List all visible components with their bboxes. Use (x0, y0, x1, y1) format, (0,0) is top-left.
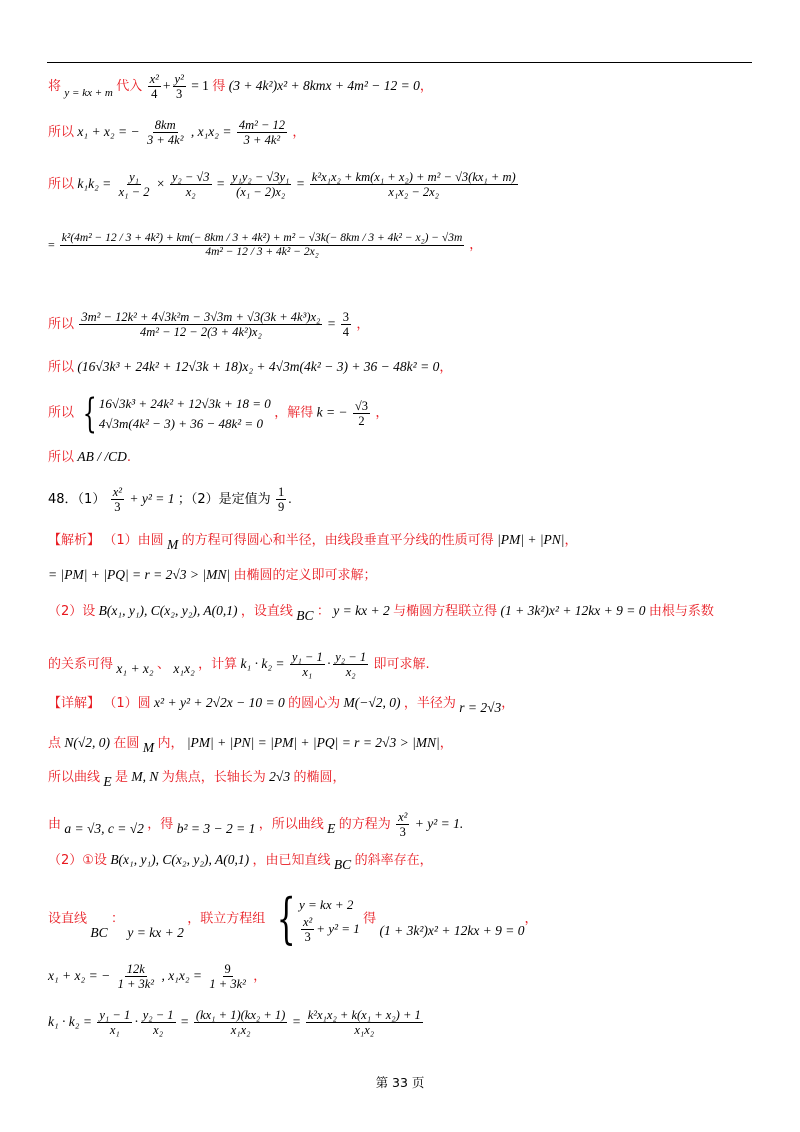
fraction: $\frac{\text{3m² − 12k² + 4√3k²m − 3√3m + √3(3k + 4k³)x₂}}{\text{4m² − 12 − 2(3 + 4k²)x₂}}$ (81, 310, 321, 340)
text: 所以 (48, 316, 75, 332)
text: 所以 (48, 176, 75, 192)
text: 所以 (48, 405, 75, 421)
text: ， (375, 405, 389, 421)
fraction: $\frac{\text{(kx₁ + 1)(kx₂ + 1)}}{\text{x₁x₂}}$ (195, 1008, 286, 1038)
fraction: $\frac{\text{x²}}{3}$ (398, 810, 408, 840)
text: （2）设 (48, 604, 96, 619)
line-system (48, 390, 389, 437)
equation: × (156, 175, 165, 191)
text: . (126, 450, 132, 465)
text: ， (419, 78, 433, 94)
detail-line-4: 由 a = √3, c = √2 ，得 b² = 3 − 2 = 1 ，所以曲线 E 的方程为 $\frac{\text{x²}}{3}$ + y² = 1. (48, 810, 464, 840)
line-identity (48, 360, 452, 374)
text: 的关系可得 (48, 656, 114, 672)
text: 由椭圆的定义即可求解； (233, 568, 377, 583)
fraction: $\frac{\text{y₁ − 1}}{\text{x₁}}$ (291, 650, 323, 680)
line-substitution: 将 $_{y = kx + m}$ 代入 $\frac{\text{x²}}{4}$ + $\frac{\text{y²}}{3}$ = 1 得 (3 + 4k²)x² + 8kmx + 4m² − 12 = 0， (48, 72, 433, 102)
fraction: $\frac{\text{y₂ − √3}}{\text{x₂}}$ (171, 170, 210, 200)
equation: y = kx + m (64, 86, 113, 99)
analysis-line-4: 的关系可得 x₁ + x₂ 、 x₁x₂ ，计算 k₁ · k₂ = $\frac{\text{y₁ − 1}}{\text{x₁}}$ · $\frac{\text{y₂ − 1}}{\text{x₂}}$ 即可求解. (48, 650, 430, 680)
header-rule (47, 62, 752, 63)
text: （1）由圆 (103, 533, 164, 548)
equation: k₁k₂ = (77, 175, 112, 191)
analysis-tag: 【解析】 (48, 533, 101, 548)
fraction: $\frac{\text{y₂ − 1}}{\text{x₂}}$ (335, 650, 367, 680)
fraction: $\frac{\text{y₁}}{\text{x₁ − 2}}$ (118, 170, 150, 200)
text: 所以 (48, 450, 75, 465)
detail-line-2: 点 N(√2, 0) 在圆 M 内， |PM| + |PN| = |PM| + |PQ| = r = 2√3 > |MN|， (48, 735, 453, 755)
equation: B(x₁, y₁), C(x₂, y₂), A(0,1) (98, 603, 238, 618)
equation-system: y = kx + 2 $\frac{\text{x²}}{3}$ + y² = 1 (299, 897, 360, 944)
page-footer: 第 33 页 (375, 1075, 425, 1090)
equation: = |PM| + |PQ| = r = 2√3 > |MN| (48, 567, 231, 582)
equation: |PM| + |PN| = |PM| + |PQ| = r = 2√3 > |MN| (186, 735, 440, 750)
left-brace-icon: { (276, 887, 296, 951)
line-substituted-expression (48, 232, 482, 259)
equation: , x₁x₂ = (190, 123, 232, 139)
line-ratio: 所以 $\frac{\text{3m² − 12k² + 4√3k²m − 3√3m + √3(3k + 4k³)x₂}}{\text{4m² − 12 − 2(3 + 4k²)x₂}}$ = $\frac{3}{4}$ ， (48, 310, 370, 340)
fraction: $\frac{3}{4}$ (342, 310, 350, 340)
fraction: $\frac{\text{k²x₁x₂ + k(x₁ + x₂) + 1}}{\text{x₁x₂}}$ (307, 1008, 421, 1038)
equation: (1 + 3k²)x² + 12kx + 9 = 0 (500, 603, 646, 618)
text: 所以 (48, 360, 75, 375)
analysis-line-3: （2）设 B(x₁, y₁), C(x₂, y₂), A(0,1) ，设直线 BC ： y = kx + 2 与椭圆方程联立得 (1 + 3k²)x² + 12kx + 9 = 0 由根与系数 (48, 603, 714, 623)
fraction: $\frac{9}{\text{1 + 3k²}}$ (209, 962, 246, 992)
equation: B(x₁, y₁), C(x₂, y₂), A(0,1) (110, 852, 250, 867)
fraction: $\frac{12k}{\text{1 + 3k²}}$ (117, 962, 155, 992)
text: 代入 (116, 78, 143, 94)
detail-line-1: 【详解】 （1）圆 x² + y² + 2√2x − 10 = 0 的圆心为 M(−√2, 0) ，半径为 r = 2√3， (48, 695, 515, 715)
problem-48-answer: 48．（1） $\frac{\text{x²}}{3}$ + y² = 1 ；（2）是定值为 $\frac{1}{9}$ . (48, 485, 292, 515)
equation: k₁ · k₂ = (48, 1013, 92, 1029)
text: 所以 (48, 124, 75, 140)
equation: x₁ + x₂ = − (48, 967, 111, 983)
detail-line-3: 所以曲线 E 是 M, N 为焦点，长轴长为 2√3 的椭圆， (48, 769, 346, 789)
problem-number: 48．（1） (48, 491, 106, 507)
equation: AB / /CD (77, 449, 127, 464)
detail-line-5: （2）①设 B(x₁, y₁), C(x₂, y₂), A(0,1) ，由已知直线 BC 的斜率存在， (48, 852, 433, 872)
equation: + y² = 1. (414, 815, 464, 831)
fraction: $\frac{\text{y₁y₂ − √3y₁}}{\text{(x₁ − 2)x₂}}$ (231, 170, 290, 200)
fraction: $\frac{√3}{2}$ (354, 398, 369, 428)
detail-tag: 【详解】 (48, 696, 101, 711)
text: ， (439, 360, 453, 375)
equation-system: 16√3k³ + 24k² + 12√3k + 18 = 0 4√3m(4k² − 3) + 36 − 48k² = 0 (98, 396, 271, 431)
fraction: $\frac{\text{4m² − 12}}{\text{3 + 4k²}}$ (238, 118, 286, 148)
fraction: $\frac{\text{y₁ − 1}}{\text{x₁}}$ (99, 1008, 131, 1038)
text: ， (356, 316, 370, 332)
fraction: $\frac{\text{x²}}{4}$ (149, 72, 159, 102)
line-vieta (48, 118, 305, 148)
equation: = (48, 237, 55, 252)
fraction: $\frac{\text{k²x₁x₂ + km(x₁ + x₂) + m² − √3(kx₁ + m)}}{\text{x₁x₂ − 2x₂}}$ (311, 170, 516, 200)
equation: k = − (316, 404, 348, 420)
equation: x₁ + x₂ = − (77, 123, 140, 139)
equation: 2√3 (269, 769, 291, 784)
analysis-line-2 (48, 568, 376, 582)
text: ；（2）是定值为 (177, 491, 271, 507)
equation: = 1 (191, 77, 209, 93)
equation: x² + y² + 2√2x − 10 = 0 (154, 695, 285, 710)
equation: k₁ · k₂ = (240, 655, 285, 671)
line-slope-product: 所以 k₁k₂ = $\frac{\text{y₁}}{\text{x₁ − 2}}$ × $\frac{\text{y₂ − √3}}{\text{x₂}}$ = $\frac{\text{y₁y₂ − √3y₁}}{\text{(x₁ − 2)x₂}}$ = $\frac{\text{k²x₁x₂ + km(x₁ + x₂) + m² − √3(kx₁ + m)}}{\text{x₁x₂ − 2x₂}}$ (48, 170, 516, 200)
text: 将 (48, 78, 62, 94)
text: ， (469, 237, 483, 253)
text: 的方程可得圆心和半径，由线段垂直平分线的性质可得 (181, 533, 494, 548)
detail-line-7: x₁ + x₂ = − $\frac{12k}{\text{1 + 3k²}}$ , x₁x₂ = $\frac{9}{\text{1 + 3k²}}$ ， (48, 962, 267, 992)
equation: (3 + 4k²)x² + 8kmx + 4m² − 12 = 0 (228, 77, 420, 93)
fraction: $\frac{\text{y₂ − 1}}{\text{x₂}}$ (142, 1008, 174, 1038)
fraction: $\frac{1}{9}$ (278, 485, 285, 515)
equation: M(−√2, 0) (343, 695, 401, 710)
fraction: $\frac{\text{x²}}{3}$ (112, 485, 122, 515)
text: ，解得 (274, 405, 314, 421)
fraction: $\frac{8km}{\text{3 + 4k²}}$ (146, 118, 184, 148)
equation: y = kx + 2 (333, 603, 390, 618)
equation: |PM| + |PN| (497, 532, 565, 547)
fraction: $\frac{\text{y²}}{3}$ (174, 72, 184, 102)
analysis-line-1: 【解析】 （1）由圆 M 的方程可得圆心和半径，由线段垂直平分线的性质可得 |PM| + |PN|， (48, 532, 578, 552)
detail-line-6: 设直线 BC ： y = kx + 2 ，联立方程组 { y = kx + 2 $\frac{\text{x²}}{3}$ + y² = 1 得 (1 + 3k²)x² + 12kx + 9 = 0， (48, 887, 538, 951)
equation: (16√3k³ + 24k² + 12√3k + 18)x₂ + 4√3m(4k² − 3) + 36 − 48k² = 0 (77, 359, 440, 374)
fraction: k²(4m² − 12 / 3 + 4k²) + km(− 8km / 3 + 4k²) + m² − √3k(− 8km / 3 + 4k² − x₂) − √3m 4m² − 12 / 3 + 4k² − 2x₂ (61, 232, 463, 259)
text: 得 (212, 78, 226, 94)
left-brace-icon: { (83, 390, 98, 437)
line-conclusion (48, 450, 131, 464)
equation: + y² = 1 (129, 490, 175, 506)
detail-line-8: k₁ · k₂ = $\frac{\text{y₁ − 1}}{\text{x₁}}$ · $\frac{\text{y₂ − 1}}{\text{x₂}}$ = $\frac{\text{(kx₁ + 1)(kx₂ + 1)}}{\text{x₁x₂}}$ = $\frac{\text{k²x₁x₂ + k(x₁ + x₂) + 1}}{\text{x₁x₂}}$ (48, 1008, 421, 1038)
equation: N(√2, 0) (64, 735, 111, 750)
text: ， (292, 124, 306, 140)
